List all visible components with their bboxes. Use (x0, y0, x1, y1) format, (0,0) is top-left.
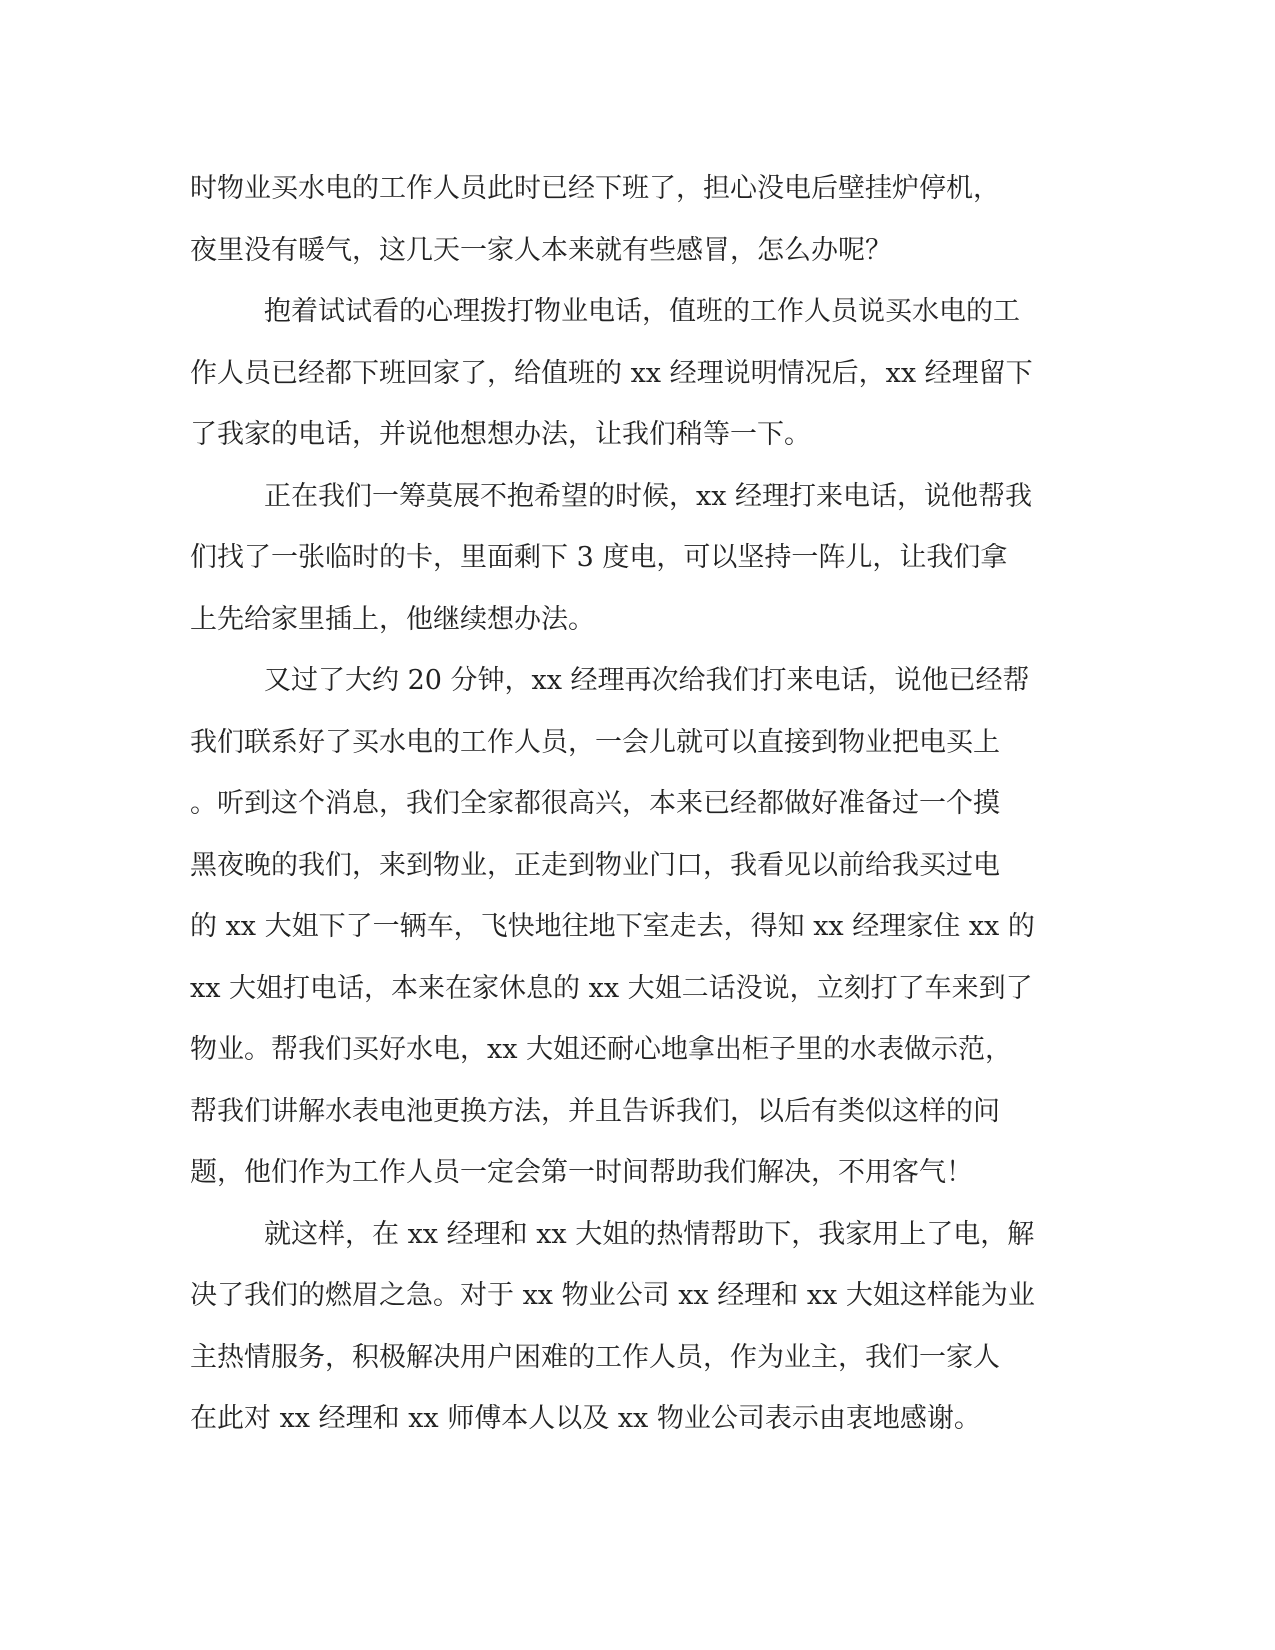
text-line: 帮我们讲解水表电池更换方法，并且告诉我们，以后有类似这样的问 (190, 1095, 1000, 1127)
text-line: 。听到这个消息，我们全家都很高兴，本来已经都做好准备过一个摸 (190, 788, 1000, 819)
text-line: 就这样，在 xx 经理和 xx 大姐的热情帮助下，我家用上了电，解 (264, 1218, 1035, 1250)
text-line: 题，他们作为工作人员一定会第一时间帮助我们解决，不用客气！ (190, 1157, 973, 1188)
text-line: 们找了一张临时的卡，里面剩下 3 度电，可以坚持一阵儿，让我们拿 (190, 542, 1008, 573)
text-line: 我们联系好了买水电的工作人员，一会儿就可以直接到物业把电买上 (190, 726, 1000, 758)
text-line: 主热情服务，积极解决用户困难的工作人员，作为业主，我们一家人 (190, 1341, 1000, 1373)
body-text (190, 158, 1090, 1450)
text-line: 在此对 xx 经理和 xx 师傅本人以及 xx 物业公司表示由衷地感谢。 (190, 1403, 981, 1434)
text-line: 决了我们的燃眉之急。对于 xx 物业公司 xx 经理和 xx 大姐这样能为业 (190, 1280, 1035, 1311)
text-line: 物业。帮我们买好水电，xx 大姐还耐心地拿出柜子里的水表做示范， (190, 1034, 1013, 1065)
text-line: 的 xx 大姐下了一辆车，飞快地往地下室走去，得知 xx 经理家住 xx 的 (190, 911, 1035, 942)
text-line: 黑夜晚的我们，来到物业，正走到物业门口，我看见以前给我买过电 (190, 849, 1000, 881)
text-line: 抱着试试看的心理拨打物业电话，值班的工作人员说买水电的工 (264, 296, 1020, 327)
text-line: 上先给家里插上，他继续想办法。 (190, 603, 595, 635)
text-line: 又过了大约 20 分钟，xx 经理再次给我们打来电话，说他已经帮 (264, 665, 1030, 696)
text-line: 了我家的电话，并说他想想办法，让我们稍等一下。 (190, 419, 811, 450)
text-line: 时物业买水电的工作人员此时已经下班了，担心没电后壁挂炉停机， (190, 173, 1000, 204)
text-line: 作人员已经都下班回家了，给值班的 xx 经理说明情况后，xx 经理留下 (190, 357, 1033, 389)
text-line: xx 大姐打电话，本来在家休息的 xx 大姐二话没说，立刻打了车来到了 (190, 972, 1033, 1004)
text-line: 正在我们一筹莫展不抱希望的时候，xx 经理打来电话，说他帮我 (264, 480, 1033, 512)
text-line: 夜里没有暖气，这几天一家人本来就有些感冒，怎么办呢？ (190, 234, 892, 266)
